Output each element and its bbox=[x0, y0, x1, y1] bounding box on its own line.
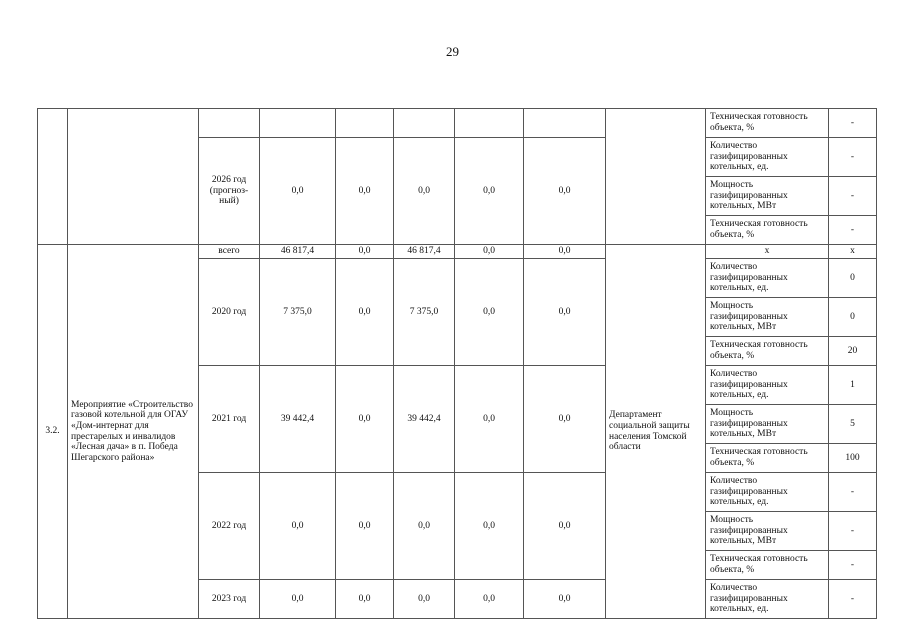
indicator-value: 0 bbox=[829, 259, 877, 298]
indicator-name: Техническая готовность объекта, % bbox=[706, 216, 829, 245]
value-cell: 0,0 bbox=[336, 259, 394, 366]
item-executor: Департамент социальной защиты населения Томской области bbox=[606, 245, 706, 619]
year-cell: 2020 год bbox=[199, 259, 260, 366]
value-cell: 0,0 bbox=[394, 580, 455, 619]
total-label: всего bbox=[199, 245, 260, 259]
indicator-name: Мощность газифицированных котельных, МВт bbox=[706, 177, 829, 216]
value-cell: 0,0 bbox=[524, 259, 606, 366]
value-cell: 46 817,4 bbox=[260, 245, 336, 259]
indicator-name: Количество газифицированных котельных, ед. bbox=[706, 259, 829, 298]
cell-executor-empty bbox=[606, 109, 706, 245]
value-cell: 7 375,0 bbox=[394, 259, 455, 366]
indicator-value: x bbox=[829, 245, 877, 259]
indicator-name: Мощность газифицированных котельных, МВт bbox=[706, 405, 829, 444]
value-cell: 0,0 bbox=[260, 473, 336, 580]
value-cell: 0,0 bbox=[524, 245, 606, 259]
indicator-value: - bbox=[829, 109, 877, 138]
indicator-value: - bbox=[829, 473, 877, 512]
indicator-value: 20 bbox=[829, 337, 877, 366]
cell-description-empty bbox=[68, 109, 199, 245]
indicator-name: x bbox=[706, 245, 829, 259]
indicator-name: Мощность газифицированных котельных, МВт bbox=[706, 298, 829, 337]
indicator-value: - bbox=[829, 512, 877, 551]
indicator-name: Техническая готовность объекта, % bbox=[706, 444, 829, 473]
indicator-value: 5 bbox=[829, 405, 877, 444]
indicator-value: 1 bbox=[829, 366, 877, 405]
year-cell: 2026 год (прогноз-ный) bbox=[199, 138, 260, 245]
year-cell: 2023 год bbox=[199, 580, 260, 619]
value-cell: 0,0 bbox=[524, 473, 606, 580]
value-cell: 0,0 bbox=[336, 580, 394, 619]
value-cell: 0,0 bbox=[524, 580, 606, 619]
value-cell: 0,0 bbox=[455, 580, 524, 619]
indicator-value: 100 bbox=[829, 444, 877, 473]
table-row-total bbox=[38, 245, 877, 259]
indicator-value: 0 bbox=[829, 298, 877, 337]
year-cell: 2022 год bbox=[199, 473, 260, 580]
value-cell: 0,0 bbox=[455, 259, 524, 366]
value-cell: 0,0 bbox=[260, 580, 336, 619]
indicator-name: Количество газифицированных котельных, ед. bbox=[706, 580, 829, 619]
value-cell: 0,0 bbox=[455, 366, 524, 473]
indicator-name: Количество газифицированных котельных, ед. bbox=[706, 366, 829, 405]
cell-number-empty bbox=[38, 109, 68, 245]
budget-table bbox=[37, 108, 877, 619]
item-number: 3.2. bbox=[38, 245, 68, 619]
value-cell: 0,0 bbox=[336, 473, 394, 580]
indicator-name: Техническая готовность объекта, % bbox=[706, 109, 829, 138]
value-cell: 46 817,4 bbox=[394, 245, 455, 259]
page-number: 29 bbox=[446, 44, 459, 59]
value-cell: 0,0 bbox=[394, 138, 455, 245]
value-cell: 0,0 bbox=[524, 138, 606, 245]
indicator-value: - bbox=[829, 138, 877, 177]
value-cell: 0,0 bbox=[394, 473, 455, 580]
indicator-value: - bbox=[829, 551, 877, 580]
year-cell: 2021 год bbox=[199, 366, 260, 473]
value-cell: 0,0 bbox=[260, 138, 336, 245]
indicator-value: - bbox=[829, 580, 877, 619]
indicator-name: Техническая готовность объекта, % bbox=[706, 337, 829, 366]
value-cell: 0,0 bbox=[455, 245, 524, 259]
value-cell: 0,0 bbox=[524, 366, 606, 473]
indicator-value: - bbox=[829, 177, 877, 216]
item-description: Мероприятие «Строительство газовой котельной для ОГАУ «Дом-интернат для престарелых и инвалидов «Лесная дача» в п. Победа Шегарского района» bbox=[68, 245, 199, 619]
value-cell: 0,0 bbox=[336, 366, 394, 473]
indicator-name: Количество газифицированных котельных, ед. bbox=[706, 138, 829, 177]
value-cell: 0,0 bbox=[455, 138, 524, 245]
indicator-name: Количество газифицированных котельных, ед. bbox=[706, 473, 829, 512]
table-row bbox=[38, 109, 877, 138]
indicator-value: - bbox=[829, 216, 877, 245]
value-cell: 7 375,0 bbox=[260, 259, 336, 366]
value-cell: 39 442,4 bbox=[260, 366, 336, 473]
indicator-name: Техническая готовность объекта, % bbox=[706, 551, 829, 580]
indicator-name: Мощность газифицированных котельных, МВт bbox=[706, 512, 829, 551]
value-cell: 0,0 bbox=[455, 473, 524, 580]
value-cell: 39 442,4 bbox=[394, 366, 455, 473]
value-cell: 0,0 bbox=[336, 245, 394, 259]
value-cell: 0,0 bbox=[336, 138, 394, 245]
